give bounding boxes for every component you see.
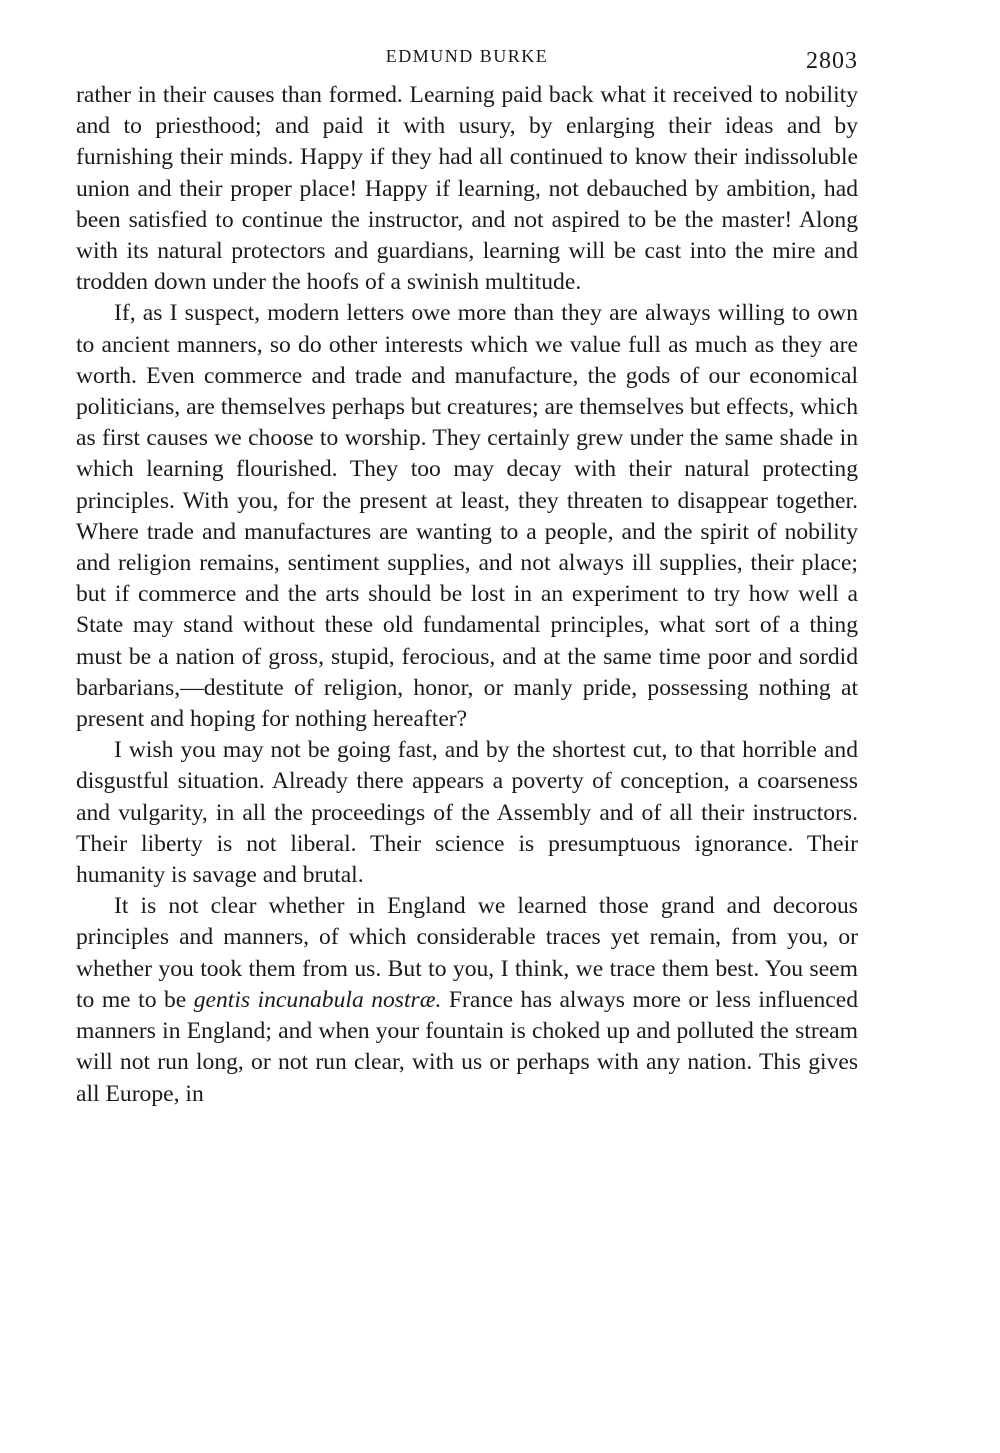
- paragraph-2: If, as I suspect, modern letters owe more than they are always willing to own to ancient manners, so do other interests which we value full as much as they are worth. Even commerce and trade and manufacture, the gods of our economical politicians, are themselves perhaps but creatures; are themselves but effects, which as first causes we choose to worship. They certainly grew under the same shade in which learning flourished. They too may decay with their natural protecting principles. With you, for the present at least, they threaten to disappear together. Where trade and manufactures are wanting to a people, and the spirit of nobility and religion remains, sentiment supplies, and not always ill supplies, their place; but if commerce and the arts should be lost in an experiment to try how well a State may stand without these old fundamental principles, what sort of a thing must be a nation of gross, stupid, ferocious, and at the same time poor and sordid barbarians,—destitute of religion, honor, or manly pride, possessing nothing at present and hoping for nothing hereafter?: [76, 300, 858, 733]
- paragraph-4-text-start: It is not clear whether in England we learned those grand and decorous principles and manners, of which considerable traces yet remain, from you, or whether you took them from us. But to you, I think, we trace them best. You seem to me to be: [76, 893, 858, 1013]
- running-title: EDMUND BURKE: [385, 46, 549, 66]
- paragraph-4-text-end: France has always more or less influenced manners in England; and when your fountain is choked up and polluted the stream will not run long, or not run clear, with us or perhaps with any nation. This gives all Europe, in: [76, 986, 859, 1107]
- paragraph-1: rather in their causes than formed. Learning paid back what it received to nobility and to priesthood; and paid it with usury, by enlarging their ideas and by furnishing their minds. Happy if they had all continued to know their indissoluble union and their proper place! Happy if learning, not debauched by ambition, had been satisfied to continue the instructor, and not aspired to be the master! Along with its natural protectors and guardians, learning will be cast into the mire and trodden down under the hoofs of a swinish multitude.: [76, 82, 858, 296]
- paragraph-4: [76, 891, 858, 1109]
- latin-phrase: gentis incunabula nostræ.: [193, 986, 442, 1013]
- page-number: 2803: [806, 48, 858, 74]
- body-text: [76, 80, 858, 1110]
- running-head: [76, 40, 858, 80]
- paragraph-3: I wish you may not be going fast, and by the shortest cut, to that horrible and disgustful situation. Already there appears a poverty of conception, a coarseness and vulgarity, in all the proceedings of the Assembly and of all their instructors. Their liberty is not liberal. Their science is presumptuous ignorance. Their humanity is savage and brutal.: [76, 737, 858, 889]
- book-page: [76, 40, 858, 1110]
